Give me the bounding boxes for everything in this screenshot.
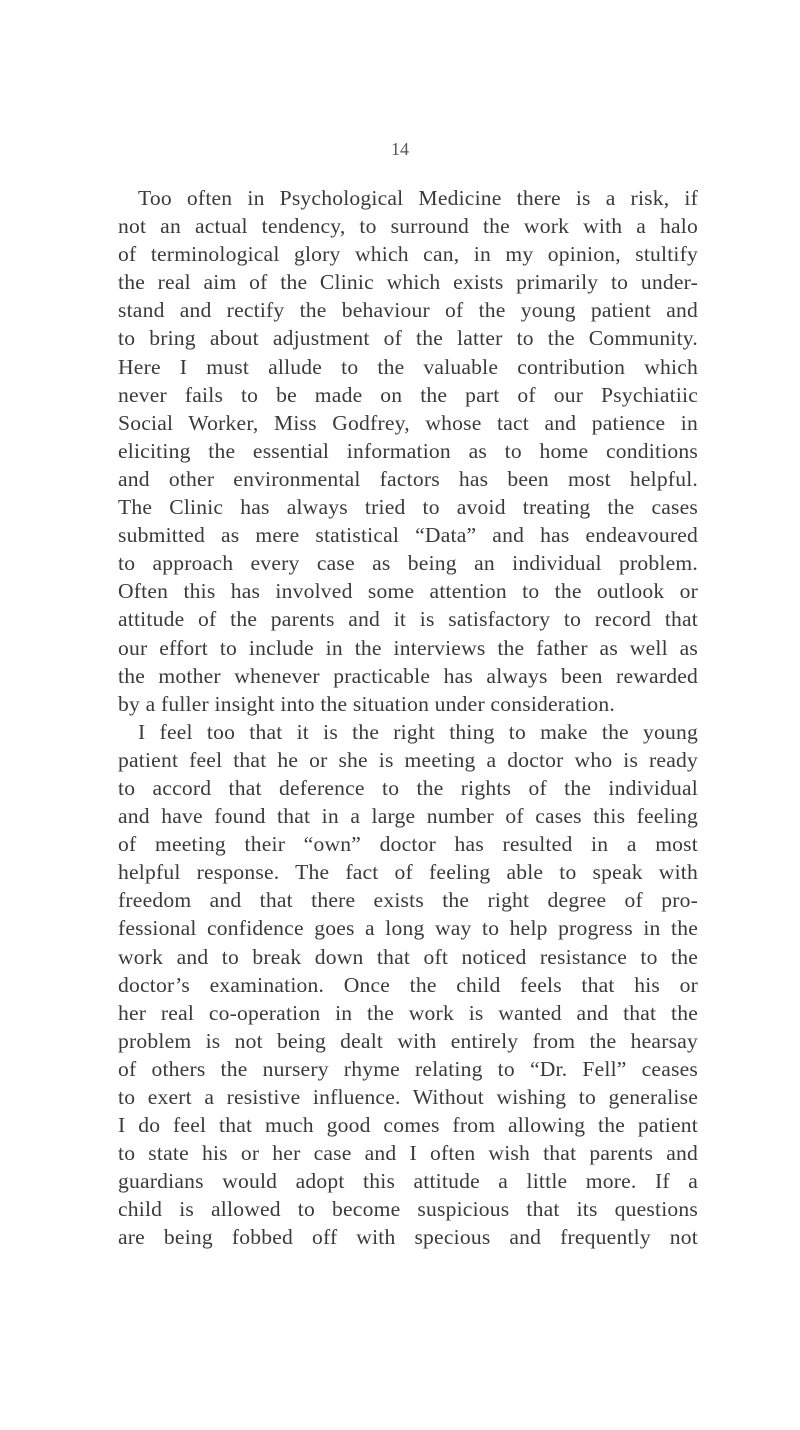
text-line: to bring about adjustment of the latter to the Community. [118, 326, 698, 351]
text-line: the mother whenever practicable has always been rewarded [118, 663, 698, 688]
text-line: Too often in Psychological Medicine there is a risk, if [138, 186, 698, 210]
text-line: are being fobbed off with specious and frequently not [118, 1225, 698, 1250]
text-line: problem is not being dealt with entirely from the hearsay [118, 1028, 698, 1053]
text-line: helpful response. The fact of feeling able to speak with [118, 860, 698, 885]
text-line: eliciting the essential information as to home conditions [118, 438, 698, 463]
text-line: of meeting their “own” doctor has resulted in a most [118, 832, 698, 857]
text-line: by a fuller insight into the situation under consideration. [118, 691, 615, 716]
text-line: child is allowed to become suspicious that its questions [118, 1197, 698, 1222]
paragraph-2 [118, 718, 698, 1252]
text-line: of terminological glory which can, in my opinion, stultify [118, 242, 698, 267]
text-line: and other environmental factors has been most helpful. [118, 466, 698, 491]
text-line: The Clinic has always tried to avoid treating the cases [118, 495, 698, 520]
text-line: Often this has involved some attention to the outlook or [118, 579, 698, 604]
text-line: the real aim of the Clinic which exists primarily to under- [118, 270, 698, 295]
body-text [118, 184, 698, 1252]
page-number: 14 [391, 139, 409, 159]
text-line: attitude of the parents and it is satisfactory to record that [118, 607, 698, 632]
text-line: work and to break down that oft noticed resistance to the [118, 944, 698, 969]
text-line: Social Worker, Miss Godfrey, whose tact and patience in [118, 410, 698, 435]
text-line: stand and rectify the behaviour of the young patient and [118, 298, 698, 323]
text-line: Here I must allude to the valuable contribution which [118, 354, 698, 379]
text-line: guardians would adopt this attitude a little more. If a [118, 1169, 698, 1194]
text-line: to accord that deference to the rights of the individual [118, 775, 698, 800]
text-line: of others the nursery rhyme relating to “Dr. Fell” ceases [118, 1056, 698, 1081]
text-line: I feel too that it is the right thing to make the young [138, 719, 698, 744]
text-line: to approach every case as being an individual problem. [118, 551, 698, 576]
text-line: patient feel that he or she is meeting a doctor who is ready [118, 747, 698, 772]
text-line: and have found that in a large number of cases this feeling [118, 804, 698, 829]
text-line: freedom and that there exists the right degree of pro- [118, 888, 698, 913]
text-line: to exert a resistive influence. Without wishing to generalise [118, 1085, 698, 1109]
text-line: doctor’s examination. Once the child feels that his or [118, 972, 698, 997]
text-line: fessional confidence goes a long way to help progress in the [118, 916, 698, 941]
text-line: our effort to include in the interviews the father as well as [118, 635, 698, 660]
text-line: her real co-operation in the work is wanted and that the [118, 1000, 698, 1025]
text-line: submitted as mere statistical “Data” and has endeavoured [118, 523, 698, 548]
text-line: to state his or her case and I often wish that parents and [118, 1141, 698, 1166]
text-line: not an actual tendency, to surround the work with a halo [118, 214, 698, 239]
text-line: never fails to be made on the part of our Psychiatiic [118, 382, 698, 407]
text-line: I do feel that much good comes from allowing the patient [118, 1113, 698, 1138]
paragraph-1 [118, 184, 698, 718]
